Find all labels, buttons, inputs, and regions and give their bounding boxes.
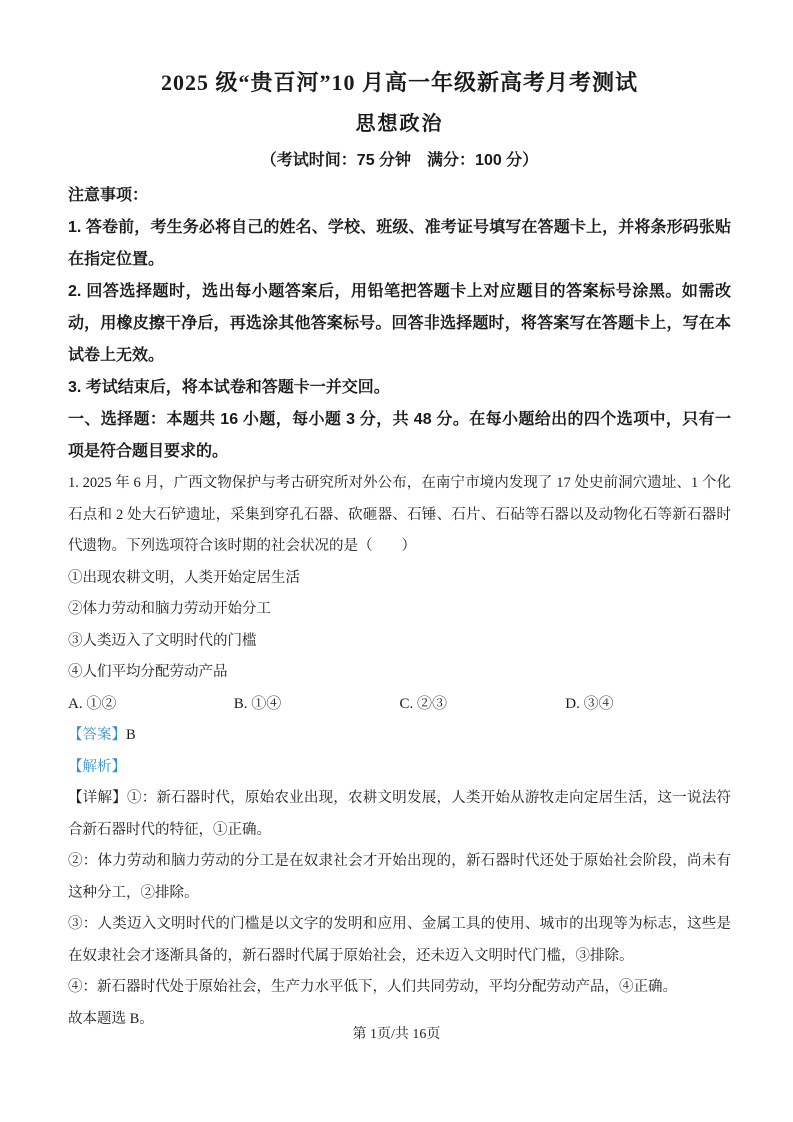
detail-text-1: ①：新石器时代，原始农业出现，农耕文明发展，人类开始从游牧走向定居生活，这一说法符合新石器时代的特征，①正确。: [68, 790, 732, 838]
question1-detail-4: ④：新石器时代处于原始社会，生产力水平低下，人们共同劳动，平均分配劳动产品，④正确。: [68, 979, 677, 995]
question1-statement-1: ①出现农耕文明，人类开始定居生活: [68, 569, 300, 586]
question1-statement-4: ④人们平均分配劳动产品: [68, 664, 228, 680]
page-number-footer: 第 1页/共 16页: [352, 1027, 441, 1042]
question1-detail-2: ②：体力劳动和脑力劳动的分工是在奴隶社会才开始出现的，新石器时代还处于原始社会阶段，尚未有这种分工，②排除。: [68, 853, 731, 901]
section-one-heading: 一、选择题：本题共 16 小题，每小题 3 分，共 48 分。在每小题给出的四个选项中，只有一项是符合题目要求的。: [68, 411, 731, 460]
question1-option-a: A. ①②: [68, 695, 117, 712]
question1-option-b: B. ①④: [233, 695, 282, 712]
question1-analysis-line: [68, 752, 731, 784]
notice-item-2: 2. 回答选择题时，选出每小题答案后，用铅笔把答题卡上对应题目的答案标号涂黑。如需改动，用橡皮擦干净后，再选涂其他答案标号。回答非选择题时，将答案写在答题卡上，写在本试卷上无效。: [68, 283, 731, 364]
answer-value: B: [126, 727, 136, 743]
question1-stem: 1. 2025 年 6 月，广西文物保护与考古研究所对外公布，在南宁市境内发现了 17 处史前洞穴遗址、1 个化石点和 2 处大石铲遗址，采集到穿孔石器、砍砸器、石锤、石片、石砧等石器以及动物化石等新石器时代遗物。下列选项符合该时期的社会状况的是（ ）: [68, 475, 731, 554]
analysis-tag: 【解析】: [68, 758, 126, 775]
question1-answer-line: [68, 720, 731, 752]
question1-conclusion: 故本题选 B。: [68, 1010, 154, 1027]
page-title: 2025 级“贵百河”10 月高一年级新高考月考测试: [160, 70, 638, 95]
notice-heading: 注意事项：: [68, 187, 149, 204]
question1-detail-3: ③：人类迈入文明时代的门槛是以文字的发明和应用、金属工具的使用、城市的出现等为标志，这些是在奴隶社会才逐渐具备的，新石器时代属于原始社会，还未迈入文明时代门槛，③排除。: [68, 916, 731, 964]
question1-statement-2: ②体力劳动和脑力劳动开始分工: [68, 601, 271, 617]
notice-item-1: 1. 答卷前，考生务必将自己的姓名、学校、班级、准考证号填写在答题卡上，并将条形码张贴在指定位置。: [68, 219, 731, 268]
answer-tag: 【答案】: [68, 727, 126, 743]
question1-option-c: C. ②③: [399, 695, 448, 712]
subject-title: 思想政治: [355, 113, 444, 135]
question1-option-d: D. ③④: [565, 695, 614, 712]
exam-info-line: （考试时间：75 分钟 满分：100 分）: [260, 152, 539, 169]
detail-tag: 【详解】: [68, 790, 127, 806]
notice-item-3: 3. 考试结束后，将本试卷和答题卡一并交回。: [68, 379, 390, 396]
question1-options-row: [68, 689, 731, 721]
question1-statement-3: ③人类迈入了文明时代的门槛: [68, 632, 257, 649]
question1-detail-1: [68, 783, 731, 846]
